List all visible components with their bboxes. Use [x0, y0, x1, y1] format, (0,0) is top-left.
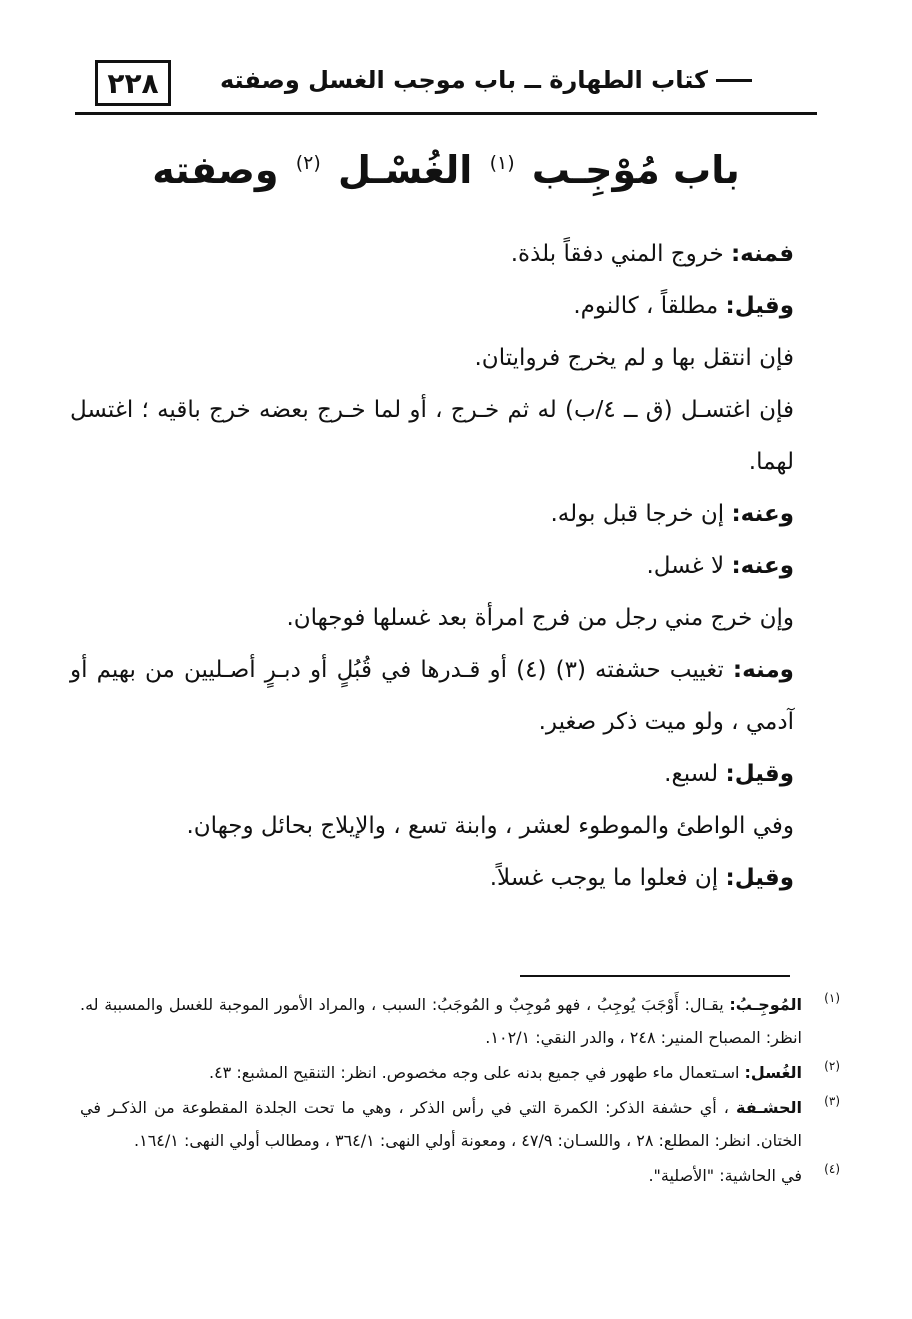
paragraph-keyword: ومنه: [732, 657, 794, 683]
paragraph-text: لسبع. [664, 761, 726, 787]
paragraph [70, 800, 794, 852]
paragraph [70, 748, 794, 800]
footnote [80, 988, 840, 1054]
running-header [185, 66, 752, 94]
paragraph-text: إن فعلوا ما يوجب غسلاً. [489, 865, 726, 891]
footnote-marker: (١) [824, 991, 840, 1005]
paragraph [70, 384, 794, 488]
chapter-title [80, 148, 812, 192]
paragraph-text: فإن انتقل بها و لم يخرج فروايتان. [474, 345, 794, 371]
footnote-body: يقـال: أَوْجَبَ يُوجِبُ ، فهو مُوجِبٌ و المُوجَبُ: السبب ، والمراد الأمور الموجبة للغسل والمسببة له. انظر: المصباح المنير: ٢٤٨ ، والدر النقي: ١٠٢/١. [80, 995, 802, 1047]
paragraph-keyword: وقيل: [725, 865, 794, 891]
footnote-keyword: الغُسل: [744, 1063, 802, 1082]
chapter-ref-2[interactable]: (٢) [295, 152, 321, 175]
footnotes [80, 988, 840, 1194]
paragraph-text: لا غسل. [646, 553, 732, 579]
footnote-text [80, 1091, 802, 1157]
paragraph-keyword: وقيل: [725, 293, 794, 319]
paragraph [70, 332, 794, 384]
paragraph-keyword: وعنه: [731, 501, 794, 527]
footnote [80, 1056, 840, 1089]
chapter-title-part3: وصفته [152, 148, 279, 192]
paragraph [70, 488, 794, 540]
chapter-title-part2: الغُسْـل [338, 148, 473, 192]
paragraph-text: فإن اغتسـل (ق ــ ٤/ب) له ثم خـرج ، أو لما خـرج بعضه خرج باقيه ؛ اغتسل لهما. [70, 397, 794, 475]
header-rule [75, 112, 817, 115]
header-dash [716, 79, 752, 82]
paragraph [70, 852, 794, 904]
paragraph-text: تغييب حشفته (٣) (٤) أو قـدرها في قُبُلٍ أو دبـرٍ أصـليين من بهيم أو آدمي ، ولو ميت ذكر صغير. [70, 657, 794, 735]
paragraph-keyword: وقيل: [725, 761, 794, 787]
paragraph-keyword: فمنه: [730, 241, 794, 267]
paragraph [70, 644, 794, 748]
page-number: ٢٢٨ [95, 60, 171, 106]
paragraph [70, 540, 794, 592]
paragraph-text: خروج المني دفقاً بلذة. [510, 241, 731, 267]
chapter-ref-1[interactable]: (١) [489, 152, 515, 175]
footnote-separator [520, 975, 790, 977]
paragraph-text: وفي الواطئ والموطوء لعشر ، وابنة تسع ، والإيلاج بحائل وجهان. [186, 813, 794, 839]
main-text [70, 228, 794, 904]
footnote-keyword: المُوجِـبُ: [729, 995, 802, 1014]
running-title: كتاب الطهارة ــ باب موجب الغسل وصفته [220, 66, 708, 94]
paragraph-text: إن خرجا قبل بوله. [550, 501, 732, 527]
footnote-marker: (٤) [824, 1162, 840, 1176]
paragraph [70, 280, 794, 332]
footnote [80, 1091, 840, 1157]
paragraph [70, 228, 794, 280]
footnote-text [80, 1159, 802, 1192]
footnote-text [80, 1056, 802, 1089]
chapter-title-part1: باب مُوْجِـب [531, 148, 740, 192]
paragraph-text: وإن خرج مني رجل من فرج امرأة بعد غسلها فوجهان. [286, 605, 794, 631]
footnote-text [80, 988, 802, 1054]
paragraph-text: مطلقاً ، كالنوم. [573, 293, 726, 319]
footnote-body: ، أي حشفة الذكر: الكمرة التي في رأس الذكر ، وهي ما تحت الجلدة المقطوعة من الذكـر في الختان. انظر: المطلع: ٢٨ ، واللسـان: ٤٧/٩ ، ومعونة أولي النهى: ٣٦٤/١ ، ومطالب أولي النهى: ١٦٤/١. [80, 1098, 802, 1150]
footnote-body: اسـتعمال ماء طهور في جميع بدنه على وجه مخصوص. انظر: التنقيح المشبع: ٤٣. [208, 1063, 745, 1082]
footnote-keyword: الحشـفة [736, 1098, 802, 1117]
footnote-marker: (٢) [824, 1059, 840, 1073]
paragraph [70, 592, 794, 644]
footnote-body: في الحاشية: "الأصلية". [648, 1166, 802, 1185]
footnote-marker: (٣) [824, 1094, 840, 1108]
footnote [80, 1159, 840, 1192]
paragraph-keyword: وعنه: [731, 553, 794, 579]
